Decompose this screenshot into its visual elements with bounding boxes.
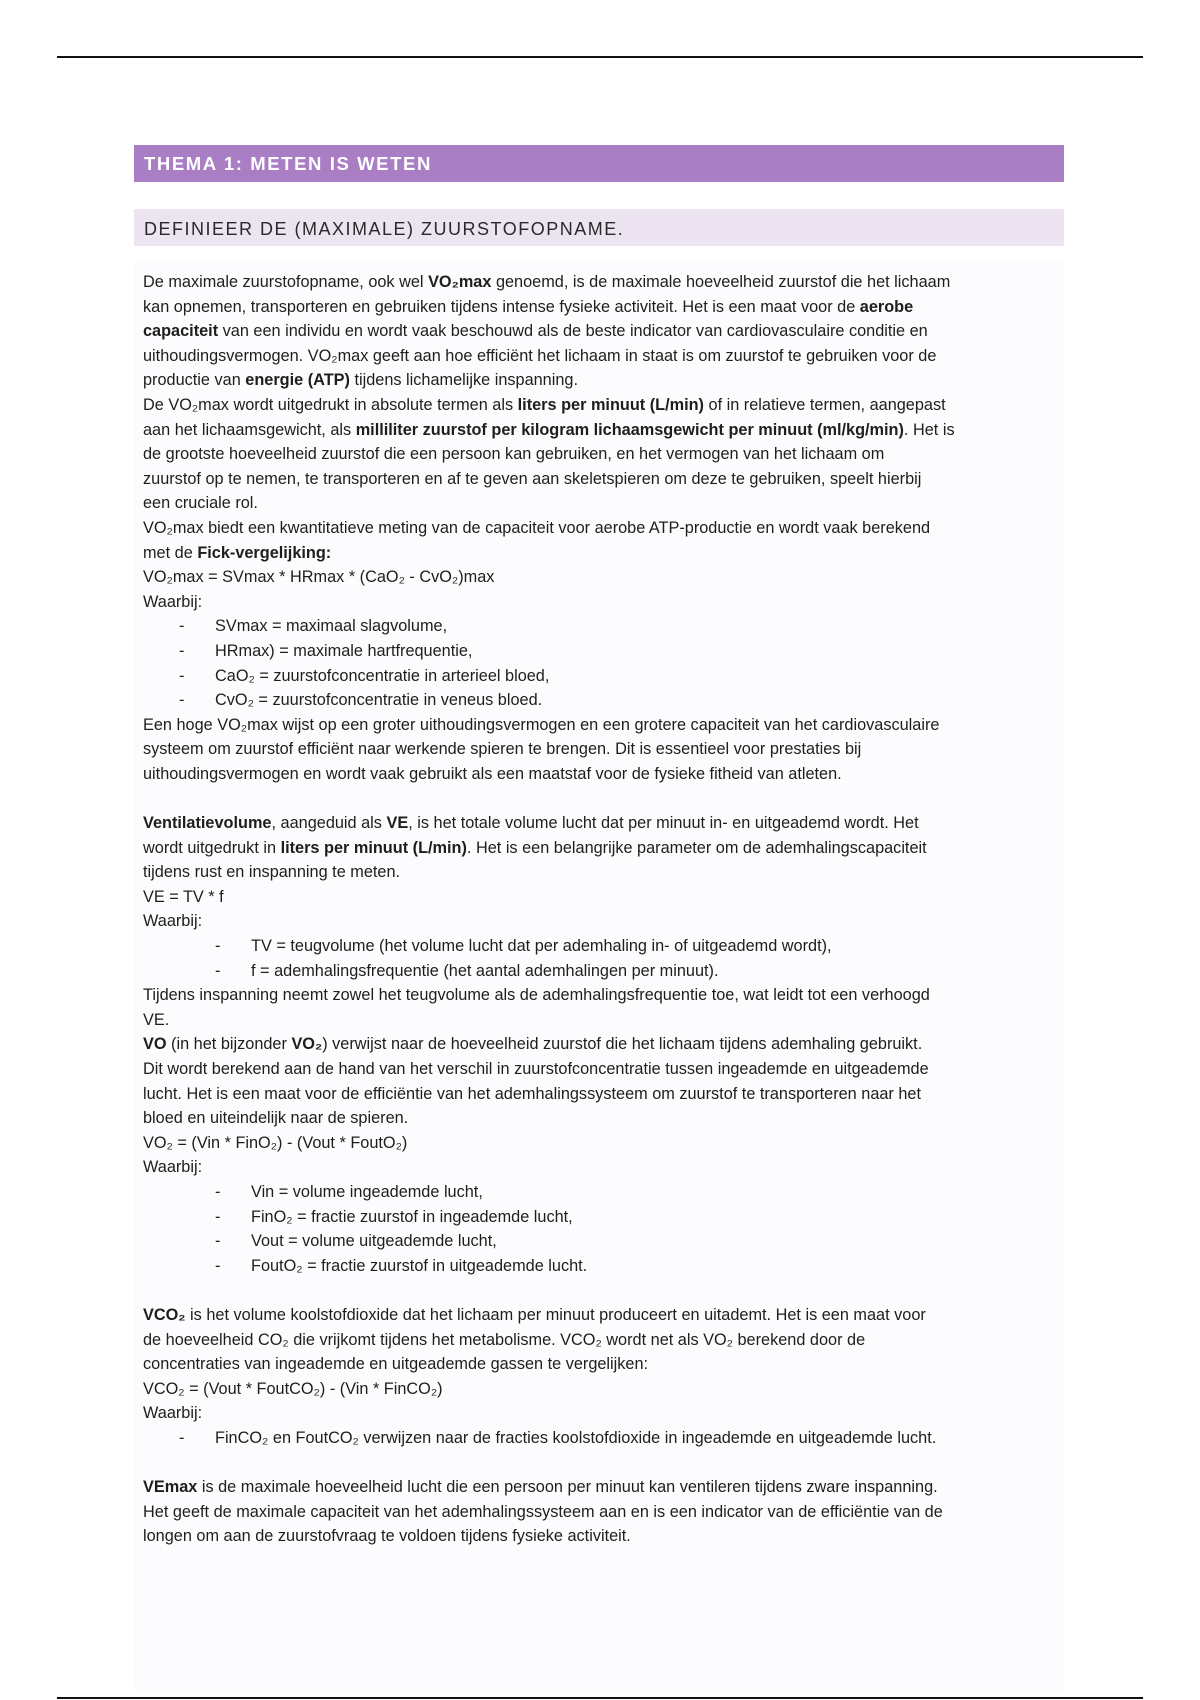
waarbij-label: Waarbij:	[143, 912, 203, 931]
list-item: - CaO₂ = zuurstofconcentratie in arterieel bloed,	[143, 664, 1058, 689]
text-line: met de Fick-vergelijking:	[143, 543, 332, 562]
bullet-dash: -	[215, 1207, 221, 1226]
text-line: de hoeveelheid CO₂ die vrijkomt tijdens het metabolisme. VCO₂ wordt net als VO₂ berekend door de	[143, 1330, 866, 1349]
spacer	[143, 786, 1058, 811]
list-item: - f = ademhalingsfrequentie (het aantal ademhalingen per minuut).	[143, 959, 1058, 984]
document-body	[143, 270, 1058, 1549]
text-line: Het geeft de maximale capaciteit van het ademhalingssysteem aan en is een indicator van de efficiëntie van de	[143, 1502, 943, 1521]
text-line: bloed en uiteindelijk naar de spieren.	[143, 1109, 409, 1128]
text-line: VO (in het bijzonder VO₂) verwijst naar de hoeveelheid zuurstof die het lichaam tijdens ademhaling gebruikt.	[143, 1035, 923, 1054]
text-line: een cruciale rol.	[143, 494, 258, 513]
top-rule	[57, 56, 1143, 58]
bullet-dash: -	[215, 1182, 221, 1201]
bullet-dash: -	[179, 641, 185, 660]
text-line: productie van energie (ATP) tijdens lichamelijke inspanning.	[143, 371, 578, 390]
section-banner: THEMA 1: METEN IS WETEN	[134, 145, 1064, 182]
list-item: - FinO₂ = fractie zuurstof in ingeademde lucht,	[143, 1205, 1058, 1230]
text-line: VEmax is de maximale hoeveelheid lucht die een persoon per minuut kan ventileren tijdens zware inspanning.	[143, 1478, 938, 1497]
text-line: concentraties van ingeademde en uitgeademde gassen te vergelijken:	[143, 1355, 649, 1374]
bottom-rule	[57, 1697, 1143, 1699]
text-line: de grootste hoeveelheid zuurstof die een persoon kan gebruiken, en het vermogen van het lichaam om	[143, 445, 885, 464]
text-line: VE.	[143, 1010, 170, 1029]
text-line: Een hoge VO₂max wijst op een groter uithoudingsvermogen en een grotere capaciteit van het cardiovasculaire	[143, 715, 940, 734]
list-item: - TV = teugvolume (het volume lucht dat per ademhaling in- of uitgeademd wordt),	[143, 934, 1058, 959]
waarbij-label: Waarbij:	[143, 1404, 203, 1423]
text-line: Dit wordt berekend aan de hand van het verschil in zuurstofconcentratie tussen ingeademde en uitgeademde	[143, 1060, 929, 1078]
formula: VE = TV * f	[143, 887, 224, 906]
list-item: - CvO₂ = zuurstofconcentratie in veneus bloed.	[143, 688, 1058, 713]
bullet-dash: -	[179, 617, 185, 636]
bullet-dash: -	[215, 1256, 221, 1275]
text-line: uithoudingsvermogen en wordt vaak gebruikt als een maatstaf voor de fysieke fitheid van atleten.	[143, 764, 842, 783]
list-item: - SVmax = maximaal slagvolume,	[143, 614, 1058, 639]
bullet-dash: -	[179, 1428, 185, 1447]
text-line: De maximale zuurstofopname, ook wel VO₂max genoemd, is de maximale hoeveelheid zuurstof die het lichaam	[143, 273, 951, 291]
spacer	[143, 1278, 1058, 1303]
text-line: Tijdens inspanning neemt zowel het teugvolume als de ademhalingsfrequentie toe, wat leidt tot een verhoogd	[143, 986, 930, 1005]
bullet-dash: -	[179, 691, 185, 710]
list-item: - FoutO₂ = fractie zuurstof in uitgeademde lucht.	[143, 1254, 1058, 1279]
bullet-dash: -	[215, 1232, 221, 1251]
text-line: longen om aan de zuurstofvraag te voldoen tijdens fysieke activiteit.	[143, 1527, 631, 1546]
bullet-dash: -	[179, 666, 185, 685]
text-line: aan het lichaamsgewicht, als milliliter zuurstof per kilogram lichaamsgewicht per minuut (ml/kg/min). Het is	[143, 420, 955, 439]
formula: VO₂max = SVmax * HRmax * (CaO₂ - CvO₂)max	[143, 568, 495, 587]
bullet-dash: -	[215, 961, 221, 980]
question-heading: DEFINIEER DE (MAXIMALE) ZUURSTOFOPNAME.	[134, 209, 1064, 246]
spacer	[143, 1451, 1058, 1476]
text-line: lucht. Het is een maat voor de efficiëntie van het ademhalingssysteem om zuurstof te transporteren naar het	[143, 1084, 922, 1103]
text-line: uithoudingsvermogen. VO₂max geeft aan hoe efficiënt het lichaam in staat is om zuurstof te gebruiken voor de	[143, 346, 937, 365]
text-line: tijdens rust en inspanning te meten.	[143, 863, 401, 882]
formula: VCO₂ = (Vout * FoutCO₂) - (Vin * FinCO₂)	[143, 1379, 443, 1398]
bullet-dash: -	[215, 937, 221, 956]
list-item: - FinCO₂ en FoutCO₂ verwijzen naar de fracties koolstofdioxide in ingeademde en uitgeademde lucht.	[143, 1426, 1058, 1451]
list-item: - Vout = volume uitgeademde lucht,	[143, 1229, 1058, 1254]
text-line: Ventilatievolume, aangeduid als VE, is het totale volume lucht dat per minuut in- en uitgeademd wordt. Het	[143, 814, 919, 833]
waarbij-label: Waarbij:	[143, 592, 203, 611]
list-item: - Vin = volume ingeademde lucht,	[143, 1180, 1058, 1205]
waarbij-label: Waarbij:	[143, 1158, 203, 1177]
text-line: De VO₂max wordt uitgedrukt in absolute termen als liters per minuut (L/min) of in relatieve termen, aangepast	[143, 395, 946, 414]
text-line: wordt uitgedrukt in liters per minuut (L/min). Het is een belangrijke parameter om de ademhalingscapaciteit	[143, 838, 927, 857]
text-line: zuurstof op te nemen, te transporteren en af te geven aan skeletspieren om deze te gebruiken, speelt hierbij	[143, 469, 922, 488]
list-item: - HRmax) = maximale hartfrequentie,	[143, 639, 1058, 664]
text-line: kan opnemen, transporteren en gebruiken tijdens intense fysieke activiteit. Het is een maat voor de aerobe	[143, 297, 914, 316]
text-line: capaciteit van een individu en wordt vaak beschouwd als de beste indicator van cardiovasculaire conditie en	[143, 322, 928, 341]
text-line: VO₂max biedt een kwantitatieve meting van de capaciteit voor aerobe ATP-productie en wordt vaak berekend	[143, 518, 931, 537]
text-line: VCO₂ is het volume koolstofdioxide dat het lichaam per minuut produceert en uitademt. Het is een maat voor	[143, 1305, 926, 1324]
formula: VO₂ = (Vin * FinO₂) - (Vout * FoutO₂)	[143, 1133, 408, 1152]
text-line: systeem om zuurstof efficiënt naar werkende spieren te brengen. Dit is essentieel voor prestaties bij	[143, 740, 862, 759]
